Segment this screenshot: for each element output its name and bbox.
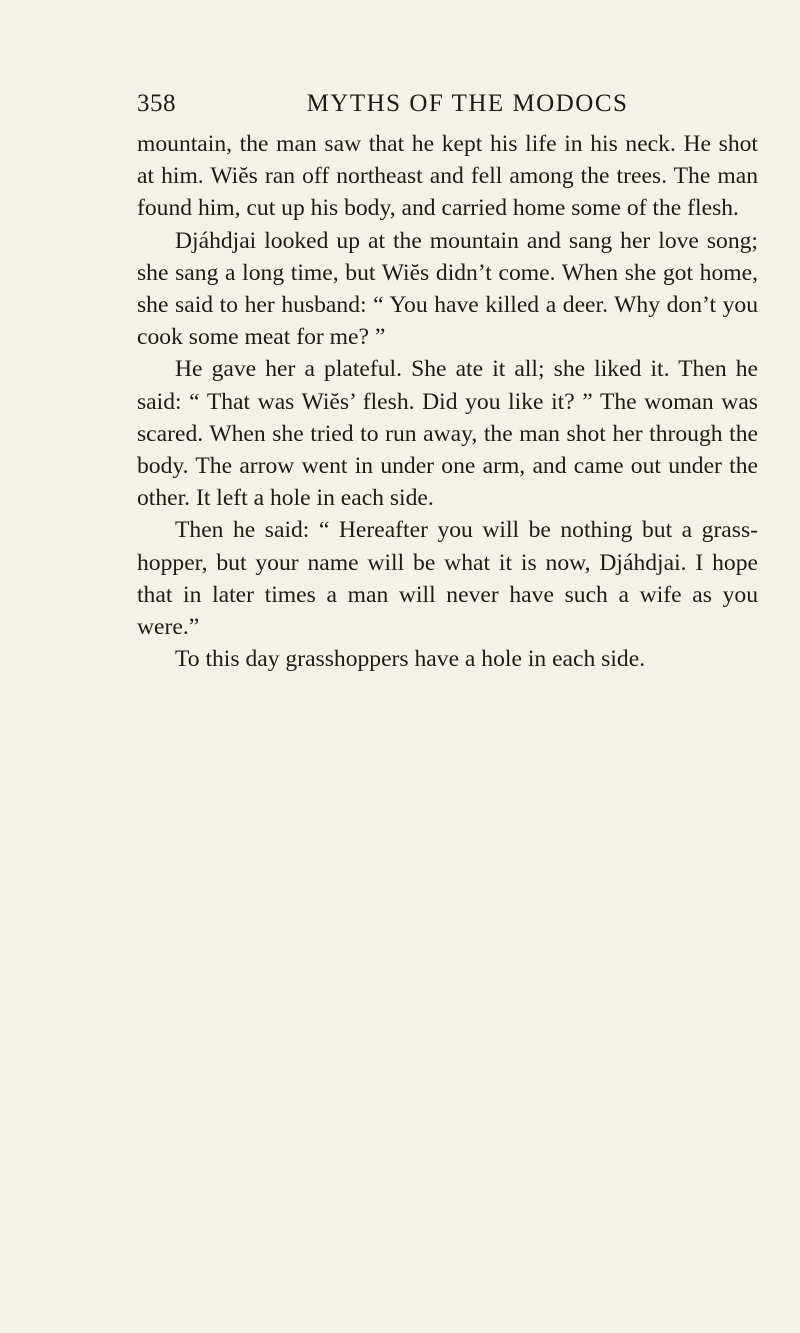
body-text bbox=[137, 128, 758, 675]
running-head bbox=[137, 86, 758, 122]
paragraph: Djáhdjai looked up at the mountain and sang her love song; she sang a long time, but Wiĕs didn’t come. When she got home, she said to her husband: “ You have killed a deer. Why don’t you cook some meat for me? ” bbox=[137, 227, 758, 351]
paragraph: To this day grasshoppers have a hole in each side. bbox=[175, 646, 646, 673]
paragraph: Then he said: “ Hereafter you will be nothing but a grass-hopper, but your name will be what it is now, Djáhdjai. I hope that in later times a man will never have such a wife as you were.” bbox=[137, 517, 758, 641]
page-number: 358 bbox=[137, 90, 176, 117]
book-title: MYTHS OF THE MODOCS bbox=[306, 90, 629, 117]
paragraph: He gave her a plateful. She ate it all; she liked it. Then he said: “ That was Wiĕs’ flesh. Did you like it? ” The woman was scared. When she tried to run away, the man shot her through the body. The arrow went in under one arm, and came out under the other. It left a hole in each side. bbox=[137, 356, 758, 512]
paragraph-continuation: mountain, the man saw that he kept his life in his neck. He shot at him. Wiĕs ran off northeast and fell among the trees. The man found him, cut up his body, and carried home some of the flesh. bbox=[137, 131, 758, 222]
